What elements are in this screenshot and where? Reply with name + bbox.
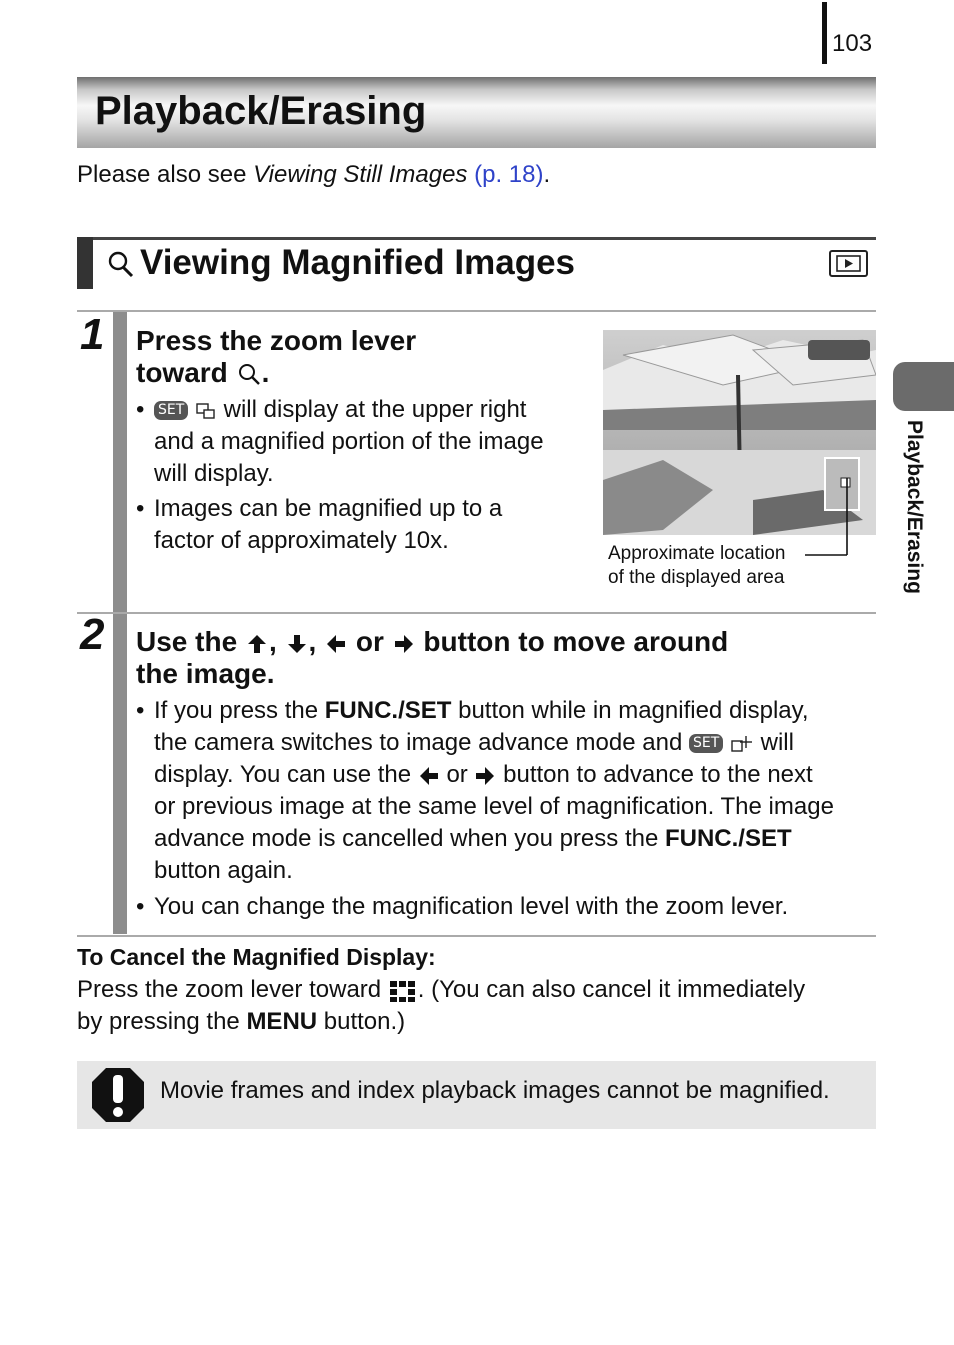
image-advance-icon bbox=[730, 734, 754, 754]
page-number-rule bbox=[822, 2, 827, 64]
step1-bullet-1: • SET will display at the upper right and a magnified portion of the image will display. bbox=[136, 396, 544, 487]
cancel-l1a: Press the zoom lever toward bbox=[77, 976, 382, 1003]
b1-l3b: or bbox=[446, 761, 468, 788]
cancel-l1b: . (You can also cancel it immediately bbox=[417, 976, 806, 1003]
step1-top-rule bbox=[77, 310, 876, 312]
cancel-body bbox=[77, 974, 876, 1038]
step2-heading-line2: the image. bbox=[136, 658, 275, 689]
step2-heading bbox=[136, 626, 876, 690]
step1-heading-line2: toward . bbox=[136, 357, 270, 388]
cancel-l2c: button.) bbox=[317, 1008, 406, 1035]
photo-caption-line1: Approximate location bbox=[608, 543, 786, 564]
step2-number: 2 bbox=[80, 610, 105, 659]
cancel-l2a: by pressing the bbox=[77, 1008, 247, 1035]
step1-heading-line1: Press the zoom lever bbox=[136, 325, 417, 356]
set-icon: SET bbox=[154, 401, 188, 420]
step2-top-rule bbox=[77, 612, 876, 614]
cancel-heading: To Cancel the Magnified Display: bbox=[77, 944, 436, 970]
playback-mode-icon bbox=[829, 250, 868, 277]
step1-bullet-2: • Images can be magnified up to a factor of approximately 10x. bbox=[136, 495, 503, 554]
step1-number: 1 bbox=[80, 310, 105, 359]
step2-bullet-2-text: You can change the magnification level with the zoom lever. bbox=[154, 893, 789, 920]
page-number: 103 bbox=[832, 30, 873, 57]
b1-l3a: display. You can use the bbox=[154, 761, 412, 788]
section-title: Viewing Magnified Images bbox=[140, 243, 576, 282]
step1-bullet-1-line1: will display at the upper right bbox=[223, 396, 527, 423]
step2-bottom-rule bbox=[77, 935, 876, 937]
b1-l1a: If you press the bbox=[154, 697, 325, 724]
step1-heading bbox=[136, 325, 416, 389]
caution-icon bbox=[90, 1066, 146, 1124]
b1-l2: the camera switches to image advance mode and bbox=[154, 729, 683, 756]
index-playback-icon bbox=[388, 979, 418, 1003]
up-arrow-icon bbox=[245, 632, 269, 656]
step2-comma-2: , bbox=[308, 626, 317, 657]
side-tab-label: Playback/Erasing bbox=[903, 420, 926, 594]
b1-l1b: FUNC./SET bbox=[324, 697, 452, 724]
b1-l2b: will bbox=[760, 729, 794, 756]
telephoto-magnifier-icon bbox=[236, 362, 262, 388]
step1-bar bbox=[113, 312, 127, 612]
b1-l1c: button while in magnified display, bbox=[451, 697, 809, 724]
intro-suffix: . bbox=[543, 161, 551, 188]
intro-prefix: Please also see bbox=[77, 161, 254, 188]
step1-bullet-1-line2: and a magnified portion of the image bbox=[154, 428, 544, 455]
magnify-frame-icon bbox=[195, 401, 217, 421]
magnifier-icon bbox=[106, 250, 136, 280]
step2-heading-line1 bbox=[136, 626, 876, 658]
b1-l3c: button to advance to the next bbox=[503, 761, 813, 788]
left-arrow-icon bbox=[324, 632, 348, 656]
step1-bullet-1-line3: will display. bbox=[154, 460, 274, 487]
chapter-side-tab bbox=[893, 362, 954, 411]
caution-note-text: Movie frames and index playback images cannot be magnified. bbox=[160, 1077, 830, 1104]
step2-or: or bbox=[355, 626, 384, 657]
step2-bar bbox=[113, 614, 127, 934]
left-arrow-icon-2 bbox=[418, 765, 440, 787]
step2-use: Use the bbox=[136, 626, 238, 657]
photo-caption bbox=[608, 542, 785, 590]
intro-line bbox=[77, 161, 550, 189]
chapter-title: Playback/Erasing bbox=[95, 89, 427, 133]
b1-l4: or previous image at the same level of magnification. The image bbox=[154, 793, 834, 820]
right-arrow-icon-2 bbox=[474, 765, 496, 787]
photo-caption-line2: of the displayed area bbox=[608, 567, 785, 588]
set-icon-2: SET bbox=[689, 734, 723, 753]
intro-italic: Viewing Still Images bbox=[253, 161, 468, 188]
step2-comma-1: , bbox=[268, 626, 277, 657]
step1-bullet-2-line1: Images can be magnified up to a bbox=[154, 495, 503, 522]
page-link[interactable]: (p. 18) bbox=[474, 161, 544, 188]
b1-l5b: FUNC./SET bbox=[664, 825, 792, 852]
callout-line bbox=[805, 478, 855, 558]
step2-bullet-2: • You can change the magnification level with the zoom lever. bbox=[136, 891, 876, 923]
right-arrow-icon bbox=[392, 632, 416, 656]
step1-bullet-2-line2: factor of approximately 10x. bbox=[154, 527, 449, 554]
b1-l5a: advance mode is cancelled when you press the bbox=[154, 825, 665, 852]
section-bar bbox=[77, 237, 93, 289]
cancel-l2b: MENU bbox=[246, 1008, 318, 1035]
step2-heading-rest: button to move around bbox=[423, 626, 729, 657]
down-arrow-icon bbox=[285, 632, 309, 656]
b1-l6: button again. bbox=[154, 857, 293, 884]
step1-heading-toward: toward bbox=[136, 357, 228, 388]
step2-bullet-1: • If you press the FUNC./SET button while in magnified display, the camera switches to image advance mode and SET will display. You can use the or button to advance to the next or previous image at the same level of magnification. The image advance mode is cancelled when you press the FUNC./SET button again. bbox=[136, 697, 834, 884]
